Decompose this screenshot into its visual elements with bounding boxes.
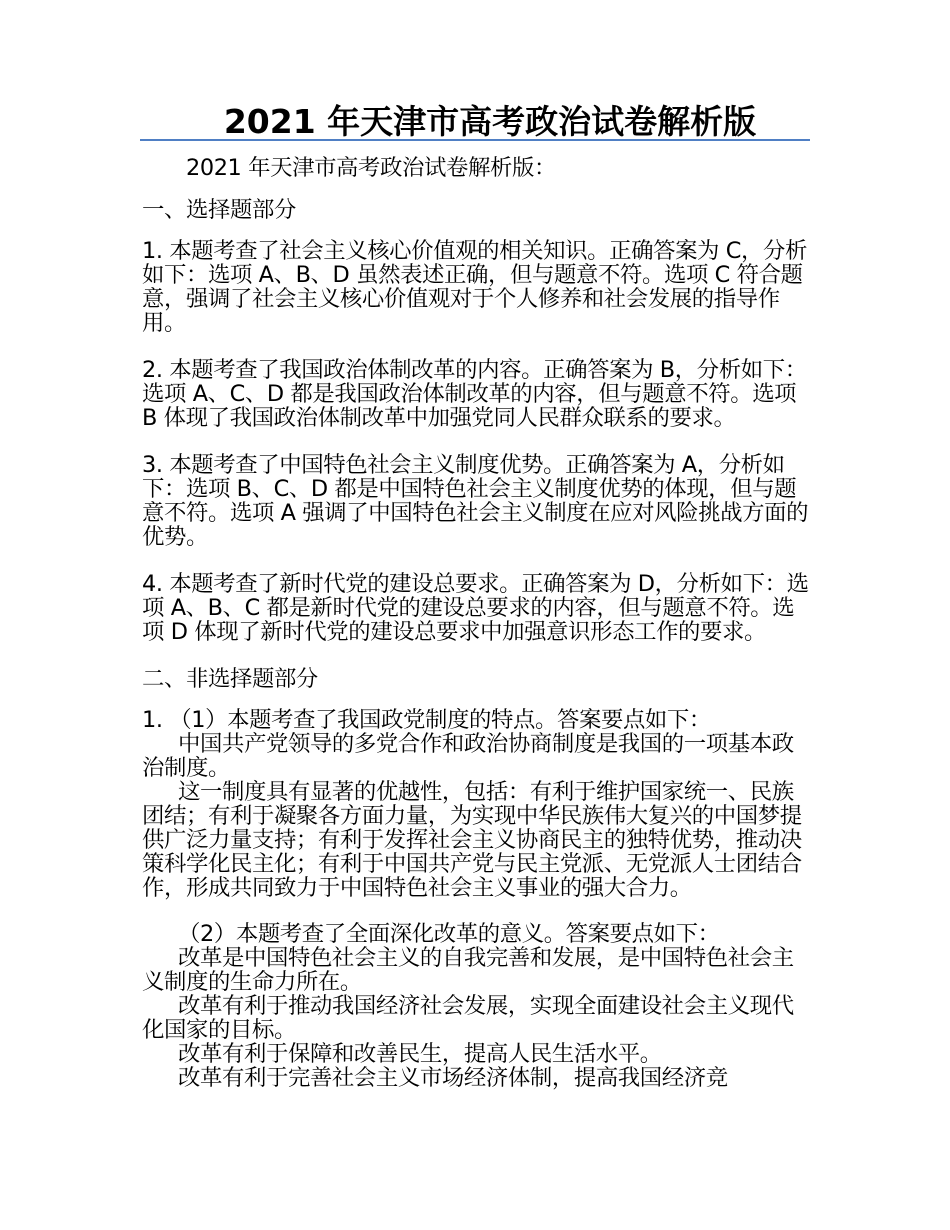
q1-part1-point-2: 这一制度具有显著的优越性，包括：有利于维护国家统一、民族团结；有利于凝聚各方面力量，为实现中华民族伟大复兴的中国梦提供广泛力量支持；有利于发挥社会主义协商民主的独特优势，推动决策科学化民主化；有利于中国共产党与民主党派、无党派人士团结合作，形成共同致力于中国特色社会主义事业的强大合力。 [142, 779, 802, 901]
document-body [142, 156, 810, 1090]
section-heading-nonchoice: 二、非选择题部分 [142, 666, 318, 692]
choice-answer-3: 3. 本题考查了中国特色社会主义制度优势。正确答案为 A，分析如下：选项 B、C、D 都是中国特色社会主义制度优势的体现，但与题意不符。选项 A 强调了中国特色社会主义制度在应对风险挑战方面的优势。 [142, 452, 809, 550]
document-title: 2021 年天津市高考政治试卷解析版 [223, 102, 757, 141]
q1-part1-heading: 1. （1）本题考查了我国政党制度的特点。答案要点如下： [142, 707, 711, 733]
intro-line: 2021 年天津市高考政治试卷解析版： [186, 155, 556, 181]
q1-part1-point-1: 中国共产党领导的多党合作和政治协商制度是我国的一项基本政治制度。 [142, 731, 794, 781]
q1-part2-point-4: 改革有利于完善社会主义市场经济体制，提高我国经济竞 [178, 1065, 728, 1091]
title-underline [140, 139, 810, 141]
choice-answer-4: 4. 本题考查了新时代党的建设总要求。正确答案为 D，分析如下：选项 A、B、C 都是新时代党的建设总要求的内容，但与题意不符。选项 D 体现了新时代党的建设总要求中加强意识形态工作的要求。 [142, 571, 809, 645]
q1-part2-point-3: 改革有利于保障和改善民生，提高人民生活水平。 [178, 1041, 662, 1067]
choice-answer-2: 2. 本题考查了我国政治体制改革的内容。正确答案为 B，分析如下：选项 A、C、D 都是我国政治体制改革的内容，但与题意不符。选项 B 体现了我国政治体制改革中加强党同人民群众联系的要求。 [142, 357, 807, 431]
q1-part2-point-2: 改革有利于推动我国经济社会发展，实现全面建设社会主义现代化国家的目标。 [142, 993, 794, 1043]
q1-part2-heading: （2）本题考查了全面深化改革的意义。答案要点如下： [178, 921, 720, 947]
section-heading-choice: 一、选择题部分 [142, 197, 296, 223]
q1-part2-point-1: 改革是中国特色社会主义的自我完善和发展，是中国特色社会主义制度的生命力所在。 [142, 945, 794, 995]
choice-answer-1: 1. 本题考查了社会主义核心价值观的相关知识。正确答案为 C，分析如下：选项 A、B、D 虽然表述正确，但与题意不符。选项 C 符合题意，强调了社会主义核心价值观对于个人修养和社会发展的指导作用。 [142, 238, 807, 336]
